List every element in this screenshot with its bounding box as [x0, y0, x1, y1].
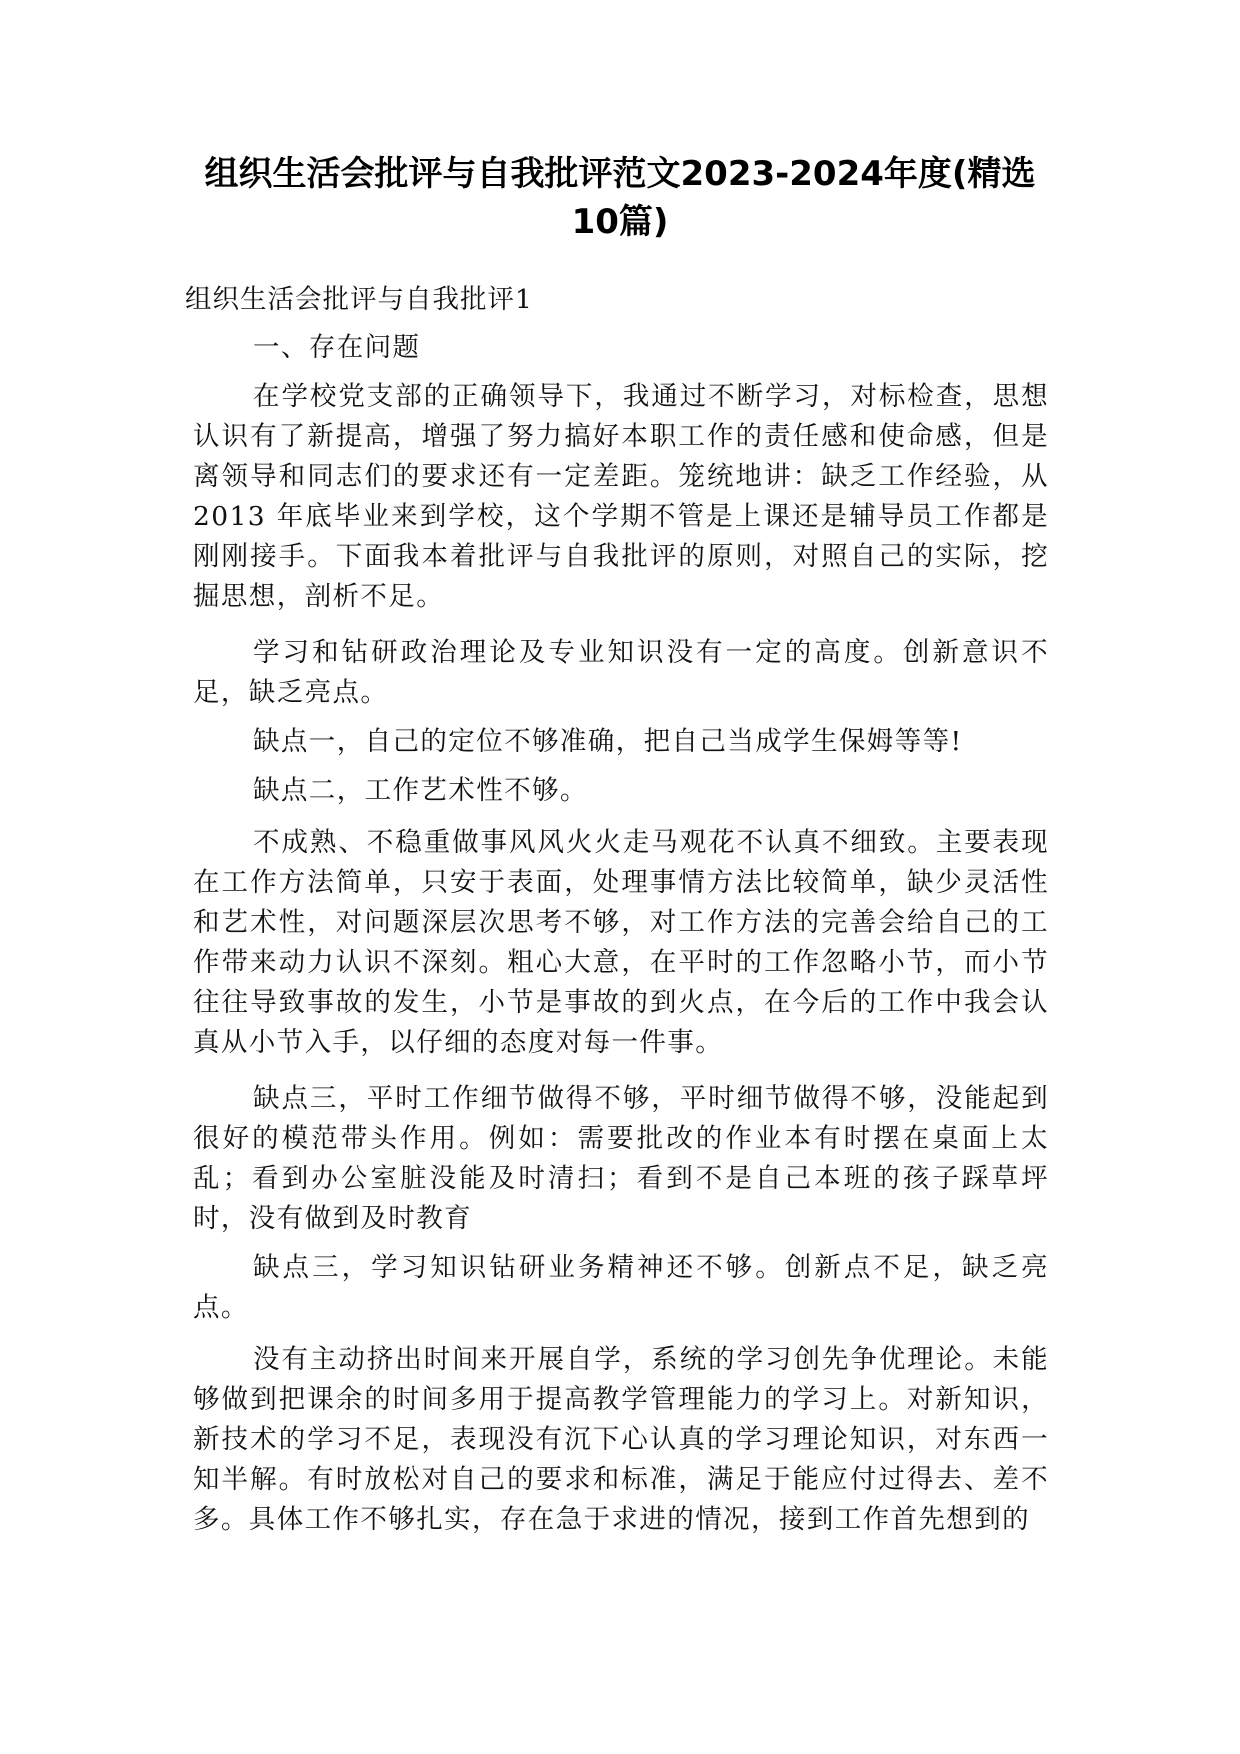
document-title: 组织生活会批评与自我批评范文2023-2024年度(精选 10篇) [204, 154, 1036, 242]
section-heading: 组织生活会批评与自我批评1 [185, 284, 533, 315]
paragraph-self-study: 没有主动挤出时间来开展自学，系统的学习创先争优理论。未能够做到把课余的时间多用于提高教学管理能力的学习上。对新知识，新技术的学习不足，表现没有沉下心认真的学习理论知识，对东西一知半解。有时放松对自己的要求和标准，满足于能应付过得去、差不多。具体工作不够扎实，存在急于求进的情况，接到工作首先想到的 [193, 1344, 1049, 1535]
paragraph-shortcoming-2: 缺点二，工作艺术性不够。 [253, 775, 588, 806]
paragraph-shortcoming-3-details: 缺点三，平时工作细节做得不够，平时细节做得不够，没能起到很好的模范带头作用。例如：需要批改的作业本有时摆在桌面上太乱；看到办公室脏没能及时清扫；看到不是自己本班的孩子踩草坪时，没有做到及时教育 [193, 1083, 1049, 1234]
paragraph-theory-study: 学习和钻研政治理论及专业知识没有一定的高度。创新意识不足，缺乏亮点。 [193, 637, 1049, 708]
document-body [185, 280, 1049, 1540]
paragraph-work-style: 不成熟、不稳重做事风风火火走马观花不认真不细致。主要表现在工作方法简单，只安于表面，处理事情方法比较简单，缺少灵活性和艺术性，对问题深层次思考不够，对工作方法的完善会给自己的工作带来动力认识不深刻。粗心大意，在平时的工作忽略小节，而小节往往导致事故的发生，小节是事故的到火点，在今后的工作中我会认真从小节入手，以仔细的态度对每一件事。 [193, 827, 1049, 1058]
paragraph-intro: 在学校党支部的正确领导下，我通过不断学习，对标检查，思想认识有了新提高，增强了努力搞好本职工作的责任感和使命感，但是离领导和同志们的要求还有一定差距。笼统地讲：缺乏工作经验，从2013 年底毕业来到学校，这个学期不管是上课还是辅导员工作都是刚刚接手。下面我本着批评与自我批评的原则，对照自己的实际，挖掘思想，剖析不足。 [193, 381, 1049, 612]
paragraph-problems-heading: 一、存在问题 [253, 332, 421, 363]
paragraph-shortcoming-1: 缺点一，自己的定位不够准确，把自己当成学生保姆等等! [253, 726, 963, 757]
paragraph-shortcoming-3-study: 缺点三，学习知识钻研业务精神还不够。创新点不足，缺乏亮点。 [193, 1252, 1049, 1323]
